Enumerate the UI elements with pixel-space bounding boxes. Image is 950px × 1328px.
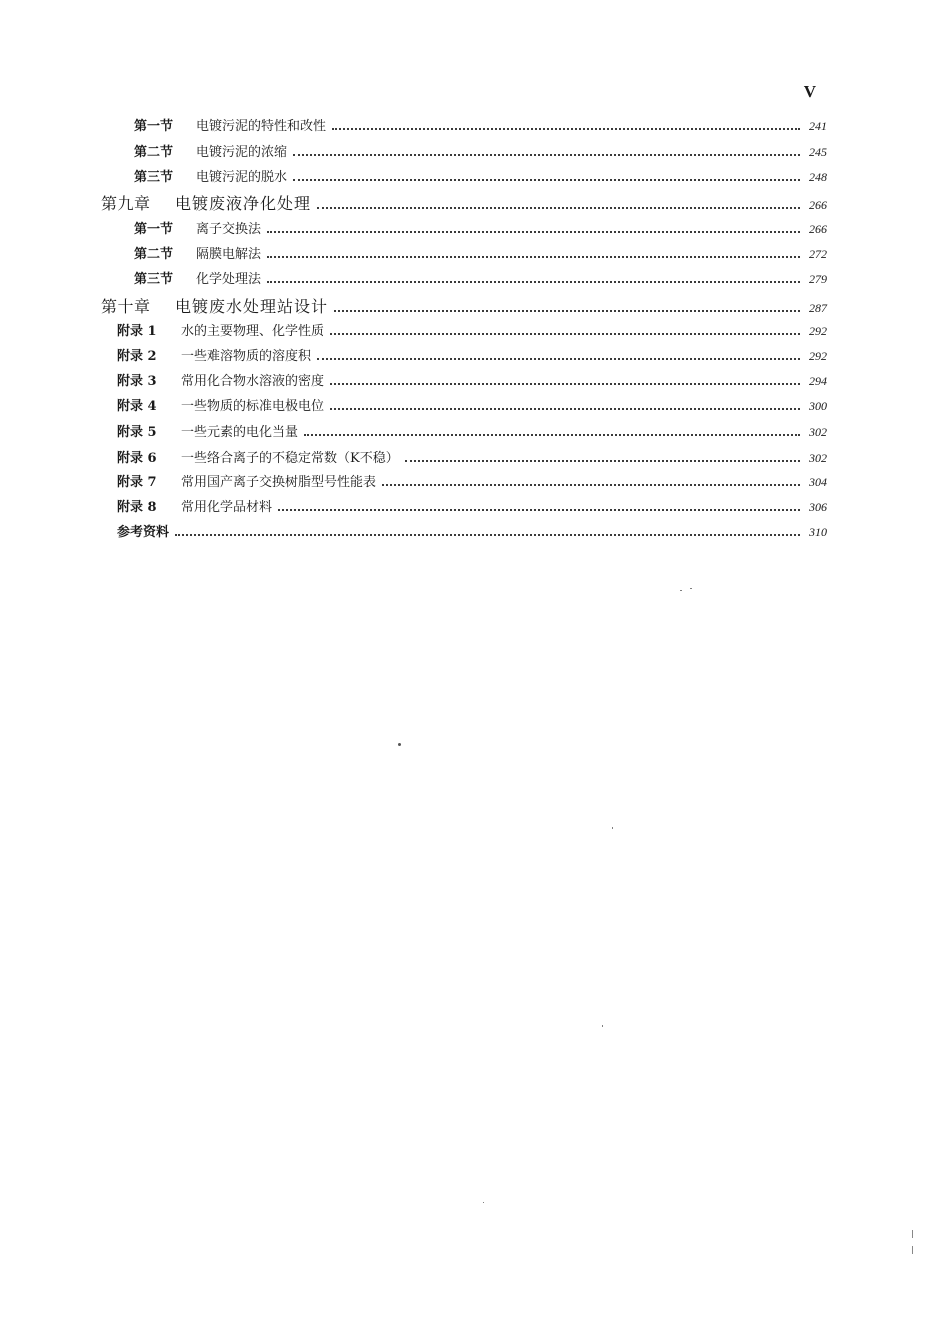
toc-entry-page: 266 — [809, 198, 827, 212]
toc-entry-title: 电镀废液净化处理 — [175, 194, 312, 213]
dot-leader — [278, 509, 800, 511]
toc-appendix-entry — [117, 447, 827, 469]
dot-leader — [330, 383, 800, 385]
toc-entry-title: 一些元素的电化当量 — [181, 425, 299, 440]
toc-entry-page: 304 — [809, 475, 827, 489]
dot-leader — [293, 179, 800, 181]
toc-chapter-entry — [101, 191, 827, 213]
scan-speck — [690, 588, 692, 589]
toc-entry-page: 287 — [809, 301, 827, 315]
toc-references-entry — [117, 521, 827, 543]
toc-entry-title: 常用化合物水溶液的密度 — [181, 374, 325, 389]
toc-entry-label: 附录 2 — [117, 349, 157, 364]
scan-speck — [398, 743, 401, 746]
toc-entry — [134, 243, 827, 265]
toc-entry-label: 第九章 — [101, 194, 151, 213]
toc-entry-title: 常用国产离子交换树脂型号性能表 — [181, 475, 377, 490]
toc-entry-title: 电镀污泥的浓缩 — [196, 145, 288, 160]
toc-entry-page: 241 — [809, 119, 827, 133]
toc-entry-page: 245 — [809, 145, 827, 159]
dot-leader — [330, 408, 800, 410]
toc-entry-title: 一些难溶物质的溶度积 — [181, 349, 312, 364]
dot-leader — [334, 310, 800, 312]
toc-entry-page: 272 — [809, 247, 827, 261]
dot-leader — [267, 281, 800, 283]
toc-appendix-entry — [117, 345, 827, 367]
toc-entry-title: 离子交换法 — [196, 222, 262, 237]
toc-entry-label: 第一节 — [134, 222, 174, 237]
toc-entry-label: 附录 5 — [117, 425, 157, 440]
toc-entry-page: 266 — [809, 222, 827, 236]
toc-appendix-entry — [117, 496, 827, 518]
scan-speck — [612, 827, 613, 829]
toc-appendix-entry — [117, 421, 827, 443]
toc-entry-title: 隔膜电解法 — [196, 247, 262, 262]
toc-entry-label: 附录 4 — [117, 399, 157, 414]
page-number: V — [803, 82, 816, 101]
dot-leader — [267, 256, 800, 258]
toc-entry — [134, 166, 827, 188]
toc-entry — [134, 141, 827, 163]
dot-leader — [293, 154, 800, 156]
scan-speck — [912, 1230, 913, 1238]
toc-entry-page: 302 — [809, 425, 827, 439]
toc-entry-page: 248 — [809, 170, 827, 184]
toc-entry-title: 电镀污泥的脱水 — [196, 170, 288, 185]
toc-entry-label: 附录 6 — [117, 451, 157, 466]
toc-entry-title: 参考资料 — [117, 525, 170, 540]
toc-entry-label: 附录 1 — [117, 324, 157, 339]
dot-leader — [317, 358, 800, 360]
dot-leader — [405, 460, 800, 462]
toc-entry-label: 第三节 — [134, 170, 174, 185]
toc-entry-label: 第三节 — [134, 272, 174, 287]
toc-entry-label: 附录 7 — [117, 475, 157, 490]
toc-appendix-entry — [117, 370, 827, 392]
toc-entry-title: 电镀废水处理站设计 — [175, 297, 329, 316]
toc-entry-title: 水的主要物理、化学性质 — [181, 324, 325, 339]
toc-entry — [134, 268, 827, 290]
toc-entry-label: 第十章 — [101, 297, 151, 316]
toc-entry-page: 279 — [809, 272, 827, 286]
toc-appendix-entry — [117, 320, 827, 342]
dot-leader — [304, 434, 800, 436]
toc-entry-title: 常用化学品材料 — [181, 500, 273, 515]
scan-speck — [483, 1202, 484, 1203]
scan-speck — [912, 1246, 913, 1254]
toc-appendix-entry — [117, 395, 827, 417]
toc-entry-title: 电镀污泥的特性和改性 — [196, 119, 327, 134]
toc-entry-label: 附录 8 — [117, 500, 157, 515]
toc-entry-label: 第一节 — [134, 119, 174, 134]
dot-leader — [332, 128, 800, 130]
toc-entry-label: 附录 3 — [117, 374, 157, 389]
toc-entry — [134, 218, 827, 240]
toc-entry-label: 第二节 — [134, 145, 174, 160]
toc-entry — [134, 115, 827, 137]
toc-entry-page: 310 — [809, 525, 827, 539]
scan-speck — [602, 1025, 603, 1027]
toc-entry-page: 302 — [809, 451, 827, 465]
toc-chapter-entry — [101, 294, 827, 316]
dot-leader — [267, 231, 800, 233]
dot-leader — [330, 333, 800, 335]
toc-entry-label: 第二节 — [134, 247, 174, 262]
toc-entry-page: 306 — [809, 500, 827, 514]
toc-entry-page: 292 — [809, 349, 827, 363]
toc-appendix-entry — [117, 471, 827, 493]
dot-leader — [317, 207, 800, 209]
dot-leader — [382, 484, 800, 486]
toc-entry-page: 294 — [809, 374, 827, 388]
toc-entry-title: 化学处理法 — [196, 272, 262, 287]
scan-speck — [680, 590, 682, 591]
dot-leader — [175, 534, 800, 536]
toc-entry-page: 300 — [809, 399, 827, 413]
toc-entry-page: 292 — [809, 324, 827, 338]
toc-entry-title: 一些物质的标准电极电位 — [181, 399, 325, 414]
toc-entry-title: 一些络合离子的不稳定常数（K不稳） — [181, 451, 399, 466]
